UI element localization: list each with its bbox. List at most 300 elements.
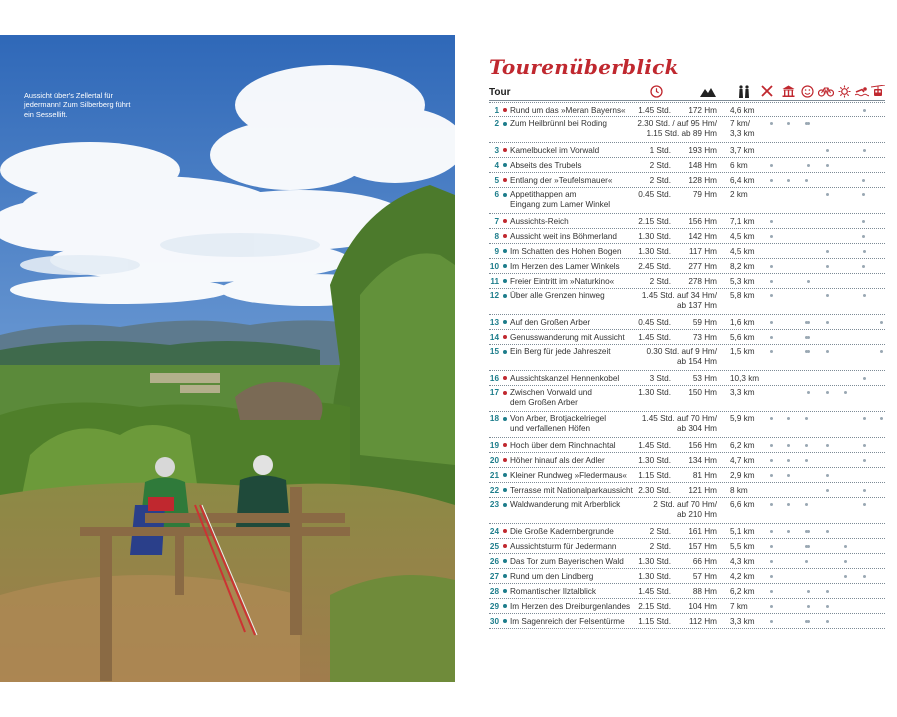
tour-row[interactable] [489,143,885,158]
tour-elevation: 117 Hm [688,246,717,256]
tour-elevation: 128 Hm [688,175,717,185]
feature-mark [805,417,808,420]
feature-mark [770,122,773,125]
feature-mark [807,336,810,339]
feature-mark [863,459,866,462]
tour-number: 30 [489,616,499,626]
tour-distance: 3,3 km [730,616,755,626]
tour-row[interactable] [489,569,885,584]
feature-mark [844,575,847,578]
feature-mark [862,265,865,268]
feature-mark [770,235,773,238]
feature-mark [787,474,790,477]
photo-caption: Aussicht über's Zellertal für jedermann! Zum Silberberg führt ein Sessellift. [24,91,131,119]
tour-time: 1.30 Std. [638,571,671,581]
difficulty-dot [503,178,507,182]
tour-name: Das Tor zum Bayerischen Wald [510,556,624,566]
tour-number: 16 [489,373,499,383]
tour-time: 1.15 Std. [638,470,671,480]
feature-mark [807,350,810,353]
difficulty-dot [503,350,507,354]
feature-mark [770,336,773,339]
tour-name: Ein Berg für jede Jahreszeit [510,347,611,356]
tour-elevation: 81 Hm [692,470,717,480]
tour-time: 0.30 Std. auf 9 Hm/ ab 154 Hm [646,347,717,366]
tour-name: Im Sagenreich der Felsentürme [510,616,625,626]
feature-mark [863,109,866,112]
tour-time: 2 Std. [649,276,671,286]
feature-mark [826,391,829,394]
tour-time: 1.30 Std. [638,231,671,241]
tour-time: 1.45 Std. [638,332,671,342]
tour-name: Rund um das »Meran Bayerns« [510,105,626,115]
tour-name: Romantischer Ilztalblick [510,586,596,596]
difficulty-dot [503,473,507,477]
tour-row[interactable] [489,229,885,244]
tour-row[interactable] [489,599,885,614]
feature-mark [863,149,866,152]
feature-mark [826,530,829,533]
tour-time: 0.45 Std. [638,190,671,199]
tour-number: 21 [489,470,499,480]
feature-mark [807,280,810,283]
difficulty-dot [503,219,507,223]
tour-row[interactable] [489,483,885,498]
tour-distance: 1,6 km [730,317,755,327]
feature-mark [826,250,829,253]
tour-distance: 5,6 km [730,332,755,342]
feature-mark [807,590,810,593]
tour-time: 1.45 Std. [638,440,671,450]
header-rule [489,100,885,101]
tour-elevation: 161 Hm [688,526,717,536]
tour-elevation: 79 Hm [692,190,717,199]
tour-time: 1.30 Std. [638,388,671,397]
tour-row[interactable] [489,468,885,483]
difficulty-dot [503,574,507,578]
smiley-icon [800,84,814,98]
feature-mark [826,620,829,623]
difficulty-dot [503,529,507,533]
tour-number: 26 [489,556,499,566]
difficulty-dot [503,589,507,593]
tour-name: Aussichtskanzel Hennenkobel [510,373,620,383]
feature-mark [826,193,829,196]
feature-mark [807,122,810,125]
feature-mark [770,265,773,268]
feature-mark [770,474,773,477]
tour-distance: 5,5 km [730,541,755,551]
difficulty-dot [503,193,507,197]
tour-number: 7 [494,216,499,226]
tour-row[interactable] [489,214,885,229]
tour-elevation: 156 Hm [688,440,717,450]
tour-name: Die Große Kadernbergrunde [510,526,614,536]
tour-elevation: 148 Hm [688,160,717,170]
difficulty-dot [503,163,507,167]
tour-distance: 5,9 km [730,414,755,423]
tour-row[interactable] [489,539,885,554]
feature-mark [770,417,773,420]
tour-distance: 6 km [730,160,748,170]
feature-mark [862,235,865,238]
feature-mark [880,350,883,353]
tour-row[interactable] [489,498,885,524]
sun-icon [837,84,851,98]
tour-time: 2.15 Std. [638,601,671,611]
feature-mark [826,294,829,297]
tour-number: 25 [489,541,499,551]
feature-mark [787,459,790,462]
tour-row[interactable] [489,102,885,117]
tour-elevation: 66 Hm [692,556,717,566]
difficulty-dot [503,503,507,507]
tour-distance: 4,2 km [730,571,755,581]
feature-mark [770,350,773,353]
tour-number: 2 [494,119,499,128]
tour-distance: 4,7 km [730,455,755,465]
feature-mark [770,530,773,533]
feature-mark [807,164,810,167]
tour-name: Kamelbuckel im Vorwald [510,145,600,155]
tour-number: 10 [489,261,499,271]
feature-mark [807,545,810,548]
swimmer-icon [855,84,869,98]
tour-elevation: 73 Hm [692,332,717,342]
tour-elevation: 57 Hm [692,571,717,581]
tour-time: 1.30 Std. [638,455,671,465]
tour-name: Abseits des Trubels [510,160,582,170]
tour-row[interactable] [489,345,885,371]
tour-distance: 6,4 km [730,175,755,185]
tour-number: 8 [494,231,499,241]
feature-mark [770,620,773,623]
feature-mark [805,560,808,563]
tour-name: Aussichts-Reich [510,216,569,226]
difficulty-dot [503,619,507,623]
tour-elevation: 53 Hm [692,373,717,383]
tour-number: 18 [489,414,499,423]
difficulty-dot [503,544,507,548]
tour-number: 4 [494,160,499,170]
tour-time: 2 Std. [649,541,671,551]
feature-mark [787,417,790,420]
tour-elevation: 59 Hm [692,317,717,327]
difficulty-dot [503,249,507,253]
tour-number: 24 [489,526,499,536]
difficulty-dot [503,122,507,126]
tour-distance: 10,3 km [730,373,760,383]
difficulty-dot [503,458,507,462]
difficulty-dot [503,279,507,283]
tour-name: Zum Heilbrünnl bei Roding [510,119,607,128]
tour-name: Waldwanderung mit Arberblick [510,500,621,509]
feature-mark [844,545,847,548]
tour-elevation: 278 Hm [688,276,717,286]
bicycle-icon [818,84,834,98]
difficulty-dot [503,604,507,608]
tour-number: 28 [489,586,499,596]
tour-name: Auf den Großen Arber [510,317,591,327]
tour-distance: 7 km/ 3,3 km [730,119,755,138]
tour-name: Appetithappen am Eingang zum Lamer Winkel [510,190,611,209]
tour-time: 2.30 Std. / auf 95 Hm/ 1.15 Std. ab 89 Hm [637,119,717,138]
feature-mark [807,620,810,623]
difficulty-dot [503,264,507,268]
feature-mark [770,590,773,593]
tour-name: Hoch über dem Rinchnachtal [510,440,616,450]
tour-name: Freier Eintritt im »Naturkino« [510,276,615,286]
feature-mark [826,590,829,593]
feature-mark [826,265,829,268]
feature-mark [807,391,810,394]
tour-number: 5 [494,175,499,185]
feature-mark [770,280,773,283]
tour-elevation: 142 Hm [688,231,717,241]
feature-mark [826,164,829,167]
tour-distance: 6,6 km [730,500,755,509]
feature-mark [863,444,866,447]
tour-name: Rund um den Lindberg [510,571,594,581]
feature-mark [863,294,866,297]
feature-mark [770,164,773,167]
feature-mark [770,560,773,563]
tour-distance: 8 km [730,485,748,495]
tour-time: 2 Std. [649,526,671,536]
tour-distance: 8,2 km [730,261,755,271]
difficulty-dot [503,234,507,238]
tour-number: 19 [489,440,499,450]
tour-time: 1.30 Std. [638,556,671,566]
tour-distance: 4,3 km [730,556,755,566]
tour-distance: 5,3 km [730,276,755,286]
feature-mark [770,444,773,447]
tour-distance: 2,9 km [730,470,755,480]
tour-row[interactable] [489,315,885,330]
tour-row[interactable] [489,614,885,629]
feature-mark [770,545,773,548]
tour-time: 1.45 Std. auf 70 Hm/ ab 304 Hm [641,414,717,433]
tour-time: 1 Std. [649,145,671,155]
difficulty-dot [503,417,507,421]
tour-time: 2 Std. [649,160,671,170]
tour-number: 1 [494,105,499,115]
feature-mark [826,444,829,447]
difficulty-dot [503,559,507,563]
tour-time: 1.30 Std. [638,246,671,256]
tour-number: 3 [494,145,499,155]
tour-row[interactable] [489,412,885,438]
feature-mark [863,417,866,420]
tour-row[interactable] [489,274,885,289]
tour-elevation: 150 Hm [688,388,717,397]
feature-mark [770,605,773,608]
tour-elevation: 157 Hm [688,541,717,551]
tour-time: 1.15 Std. [638,616,671,626]
tour-time: 0.45 Std. [638,317,671,327]
tour-distance: 7 km [730,601,748,611]
mountain-icon [700,84,716,98]
tour-name: Im Herzen des Lamer Winkels [510,261,620,271]
tour-distance: 7,1 km [730,216,755,226]
tour-distance: 2 km [730,190,748,199]
museum-icon [781,84,795,98]
hikers-icon [737,84,751,98]
tour-time: 2.30 Std. [638,485,671,495]
difficulty-dot [503,148,507,152]
tour-name: Im Schatten des Hohen Bogen [510,246,622,256]
tour-time: 2 Std. [649,175,671,185]
tour-time: 3 Std. [649,373,671,383]
tour-row[interactable] [489,330,885,345]
feature-mark [805,179,808,182]
tour-number: 29 [489,601,499,611]
tour-name: Höher hinauf als der Adler [510,455,605,465]
feature-mark [787,530,790,533]
tour-name: Kleiner Rundweg »Fledermaus« [510,470,627,480]
tour-distance: 6,2 km [730,440,755,450]
tour-number: 13 [489,317,499,327]
feature-mark [805,459,808,462]
tour-row[interactable] [489,289,885,315]
feature-mark [770,503,773,506]
feature-mark [770,459,773,462]
feature-mark [770,575,773,578]
tour-time: 1.45 Std. [638,105,671,115]
tour-distance: 4,5 km [730,246,755,256]
tour-row[interactable] [489,524,885,539]
feature-mark [826,605,829,608]
tour-row[interactable] [489,173,885,188]
feature-mark [770,294,773,297]
difficulty-dot [503,376,507,380]
tour-number: 6 [494,190,499,199]
feature-mark [826,149,829,152]
tour-elevation: 88 Hm [692,586,717,596]
tour-row[interactable] [489,158,885,173]
feature-mark [863,377,866,380]
difficulty-dot [503,391,507,395]
tour-row[interactable] [489,386,885,412]
column-header-tour: Tour [489,87,511,98]
difficulty-dot [503,108,507,112]
tour-name: Über alle Grenzen hinweg [510,291,605,300]
tour-distance: 5,8 km [730,291,755,300]
feature-mark [770,220,773,223]
tour-distance: 4,5 km [730,231,755,241]
tour-row[interactable] [489,117,885,143]
feature-mark [787,444,790,447]
tour-time: 1.45 Std. auf 34 Hm/ ab 137 Hm [641,291,717,310]
feature-mark [863,575,866,578]
feature-mark [807,321,810,324]
tour-row[interactable] [489,554,885,569]
tour-elevation: 134 Hm [688,455,717,465]
tour-distance: 3,3 km [730,388,755,397]
landscape-photo [0,35,455,682]
tour-name: Zwischen Vorwald und dem Großen Arber [510,388,592,407]
tour-elevation: 193 Hm [688,145,717,155]
tour-row[interactable] [489,584,885,599]
tour-name: Von Arber, Brotjackelriegel und verfallenen Höfen [510,414,607,433]
tour-row[interactable] [489,259,885,274]
tour-row[interactable] [489,188,885,214]
restaurant-icon [760,84,774,98]
feature-mark [770,179,773,182]
feature-mark [805,444,808,447]
tour-time: 1.45 Std. [638,586,671,596]
tour-name: Im Herzen des Dreiburgenlandes [510,601,631,611]
tour-elevation: 277 Hm [688,261,717,271]
tour-number: 23 [489,500,499,509]
difficulty-dot [503,294,507,298]
cable-car-icon [871,84,885,98]
feature-mark [863,250,866,253]
difficulty-dot [503,488,507,492]
tour-number: 27 [489,571,499,581]
feature-mark [862,179,865,182]
tour-distance: 6,2 km [730,586,755,596]
difficulty-dot [503,335,507,339]
tour-elevation: 104 Hm [688,601,717,611]
feature-mark [805,503,808,506]
tour-name: Aussicht weit ins Böhmerland [510,231,617,241]
tour-distance: 3,7 km [730,145,755,155]
tour-number: 22 [489,485,499,495]
tour-number: 12 [489,291,499,300]
feature-mark [826,321,829,324]
page-title: Tourenüberblick [489,55,679,79]
tour-number: 20 [489,455,499,465]
feature-mark [862,193,865,196]
tour-elevation: 121 Hm [688,485,717,495]
tour-elevation: 156 Hm [688,216,717,226]
tour-distance: 1,5 km [730,347,755,356]
tour-time: 2 Std. auf 70 Hm/ ab 210 Hm [653,500,717,519]
tour-number: 11 [490,276,499,286]
tour-row[interactable] [489,438,885,453]
tour-row[interactable] [489,453,885,468]
feature-mark [863,503,866,506]
tour-row[interactable] [489,244,885,259]
feature-mark [880,321,883,324]
feature-mark [826,350,829,353]
tour-number: 15 [489,347,499,356]
tour-time: 2.15 Std. [638,216,671,226]
photo-illustration [0,35,455,682]
feature-mark [770,321,773,324]
tour-number: 17 [489,388,499,397]
feature-mark [880,417,883,420]
tour-elevation: 112 Hm [688,616,717,626]
feature-mark [862,220,865,223]
tour-name: Terrasse mit Nationalparkaussicht [510,485,633,495]
tour-distance: 5,1 km [730,526,755,536]
feature-mark [826,489,829,492]
feature-mark [844,391,847,394]
tour-time: 2.45 Std. [638,261,671,271]
tour-name: Aussichtsturm für Jedermann [510,541,617,551]
tour-row[interactable] [489,371,885,386]
clock-icon [649,84,663,98]
tour-name: Entlang der »Teufelsmauer« [510,175,613,185]
tour-distance: 4,6 km [730,105,755,115]
tour-name: Genusswanderung mit Aussicht [510,332,625,342]
tour-elevation: 172 Hm [688,105,717,115]
feature-mark [787,179,790,182]
difficulty-dot [503,320,507,324]
feature-mark [826,474,829,477]
